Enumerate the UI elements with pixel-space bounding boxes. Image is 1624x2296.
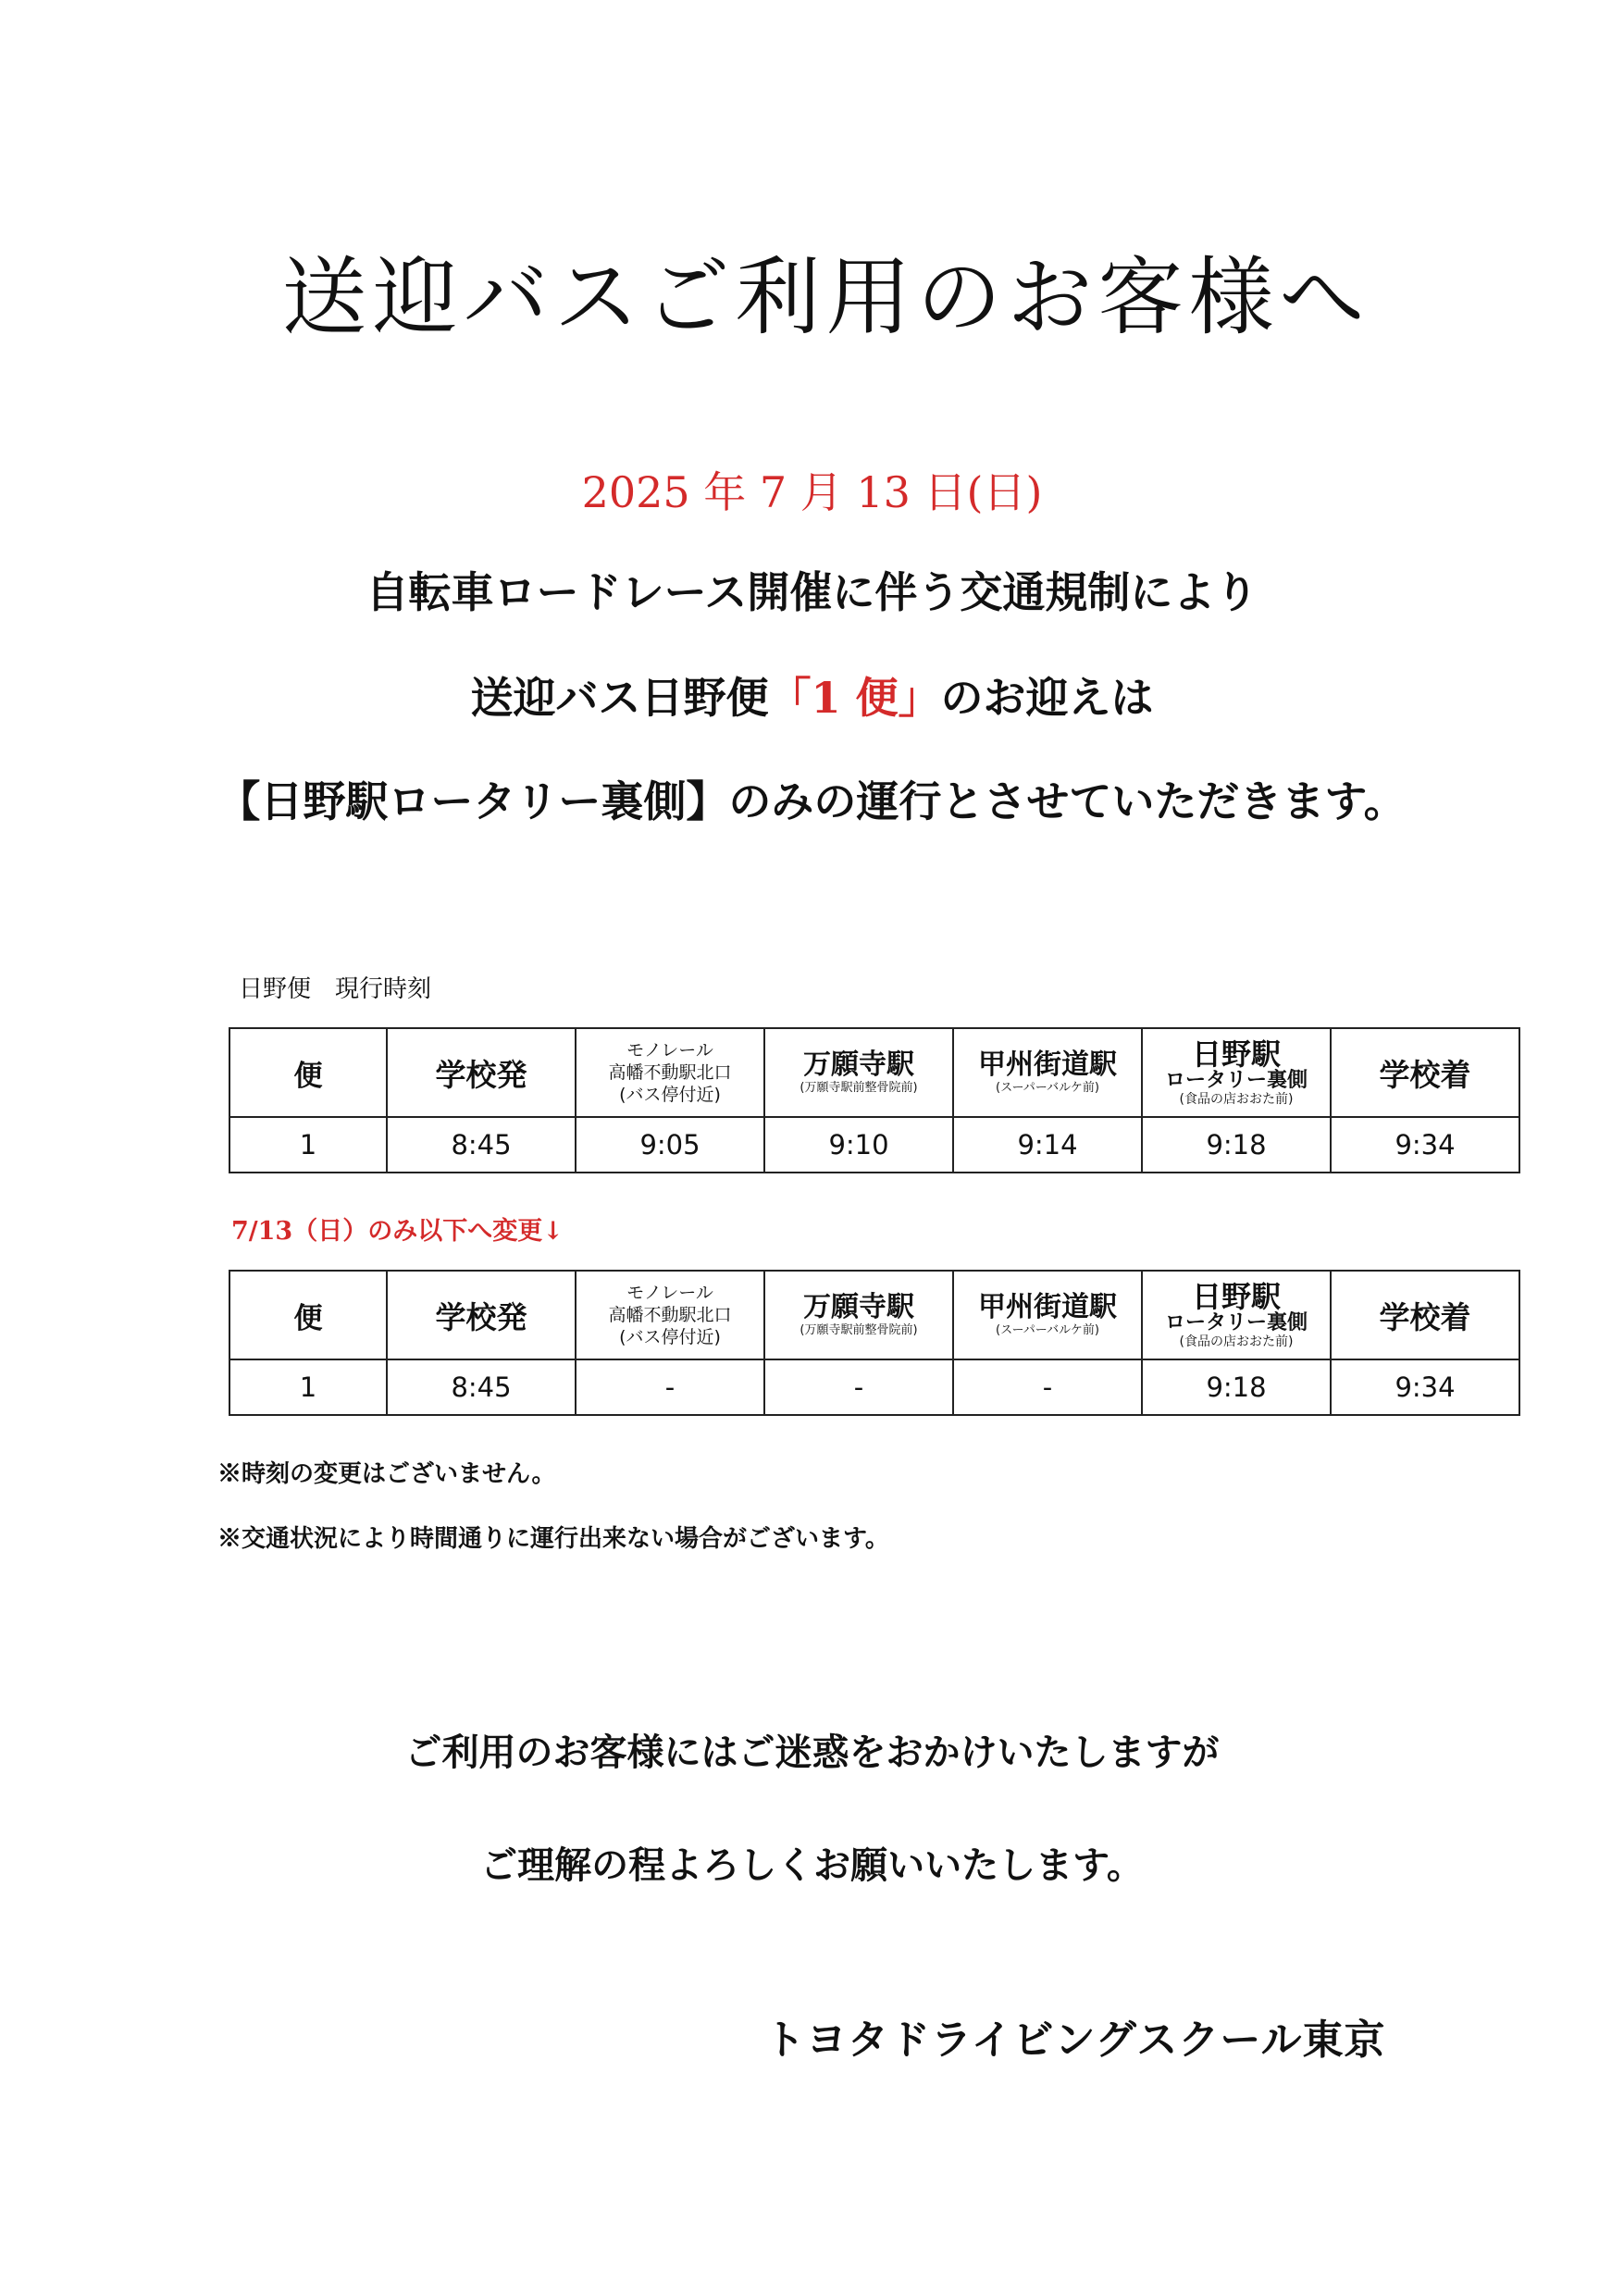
route-text-b: のお迎えは xyxy=(940,673,1154,723)
change-note: 7/13（日）のみ以下へ変更↓ xyxy=(231,1217,564,1246)
header-monorail: モノレール 高幡不動駅北口 (バス停付近) xyxy=(576,1028,764,1117)
header-bin: 便 xyxy=(229,1028,387,1117)
header-koshu: 甲州街道駅 (スーパーバルケ前) xyxy=(953,1271,1142,1359)
cell-school-arrive: 9:34 xyxy=(1331,1117,1519,1173)
signature: トヨタドライビングスクール東京 xyxy=(764,2017,1386,2064)
notice-title: 送迎バスご利用のお客様へ xyxy=(281,248,1370,347)
header-manganji: 万願寺駅 (万願寺駅前整骨院前) xyxy=(764,1271,953,1359)
table-row xyxy=(229,1359,1519,1415)
changed-timetable xyxy=(229,1270,1520,1416)
table-header-row xyxy=(229,1271,1519,1359)
header-hino: 日野駅 ロータリー裏側 (食品の店おおた前) xyxy=(1142,1028,1331,1117)
closing-apology: ご利用のお客様にはご迷惑をおかけいたしますが xyxy=(404,1731,1220,1774)
cell-bin: 1 xyxy=(229,1117,387,1173)
cell-school-depart: 8:45 xyxy=(387,1117,576,1173)
current-timetable-caption: 日野便 現行時刻 xyxy=(239,975,432,1003)
notice-line-reason: 自転車ロードレース開催に伴う交通規制により xyxy=(366,567,1258,617)
header-school-depart: 学校発 xyxy=(387,1028,576,1117)
header-school-depart: 学校発 xyxy=(387,1271,576,1359)
header-hino: 日野駅 ロータリー裏側 (食品の店おおた前) xyxy=(1142,1271,1331,1359)
cell-monorail: 9:05 xyxy=(576,1117,764,1173)
cell-hino: 9:18 xyxy=(1142,1359,1331,1415)
header-manganji: 万願寺駅 (万願寺駅前整骨院前) xyxy=(764,1028,953,1117)
cell-monorail: - xyxy=(576,1359,764,1415)
header-monorail: モノレール 高幡不動駅北口 (バス停付近) xyxy=(576,1271,764,1359)
cell-manganji: 9:10 xyxy=(764,1117,953,1173)
cell-koshu: 9:14 xyxy=(953,1117,1142,1173)
cell-school-arrive: 9:34 xyxy=(1331,1359,1519,1415)
cell-manganji: - xyxy=(764,1359,953,1415)
notice-date: 2025 年 7 月 13 日(日) xyxy=(581,467,1043,517)
table-header-row xyxy=(229,1028,1519,1117)
cell-school-depart: 8:45 xyxy=(387,1359,576,1415)
note-no-time-change: ※時刻の変更はございません。 xyxy=(217,1460,556,1488)
notice-line-pickup: 【日野駅ロータリー裏側】のみの運行とさせていただきます。 xyxy=(217,776,1407,826)
cell-koshu: - xyxy=(953,1359,1142,1415)
header-school-arrive: 学校着 xyxy=(1331,1271,1519,1359)
header-bin: 便 xyxy=(229,1271,387,1359)
route-highlight: 「1 便」 xyxy=(768,673,941,723)
route-text-a: 送迎バス日野便 xyxy=(470,673,769,723)
header-school-arrive: 学校着 xyxy=(1331,1028,1519,1117)
cell-bin: 1 xyxy=(229,1359,387,1415)
note-traffic-delay: ※交通状況により時間通りに運行出来ない場合がございます。 xyxy=(217,1525,889,1553)
notice-line-route xyxy=(0,664,1624,726)
cell-hino: 9:18 xyxy=(1142,1117,1331,1173)
header-koshu: 甲州街道駅 (スーパーバルケ前) xyxy=(953,1028,1142,1117)
table-row xyxy=(229,1117,1519,1173)
current-timetable xyxy=(229,1027,1520,1173)
closing-thanks: ご理解の程よろしくお願いいたします。 xyxy=(480,1843,1144,1887)
